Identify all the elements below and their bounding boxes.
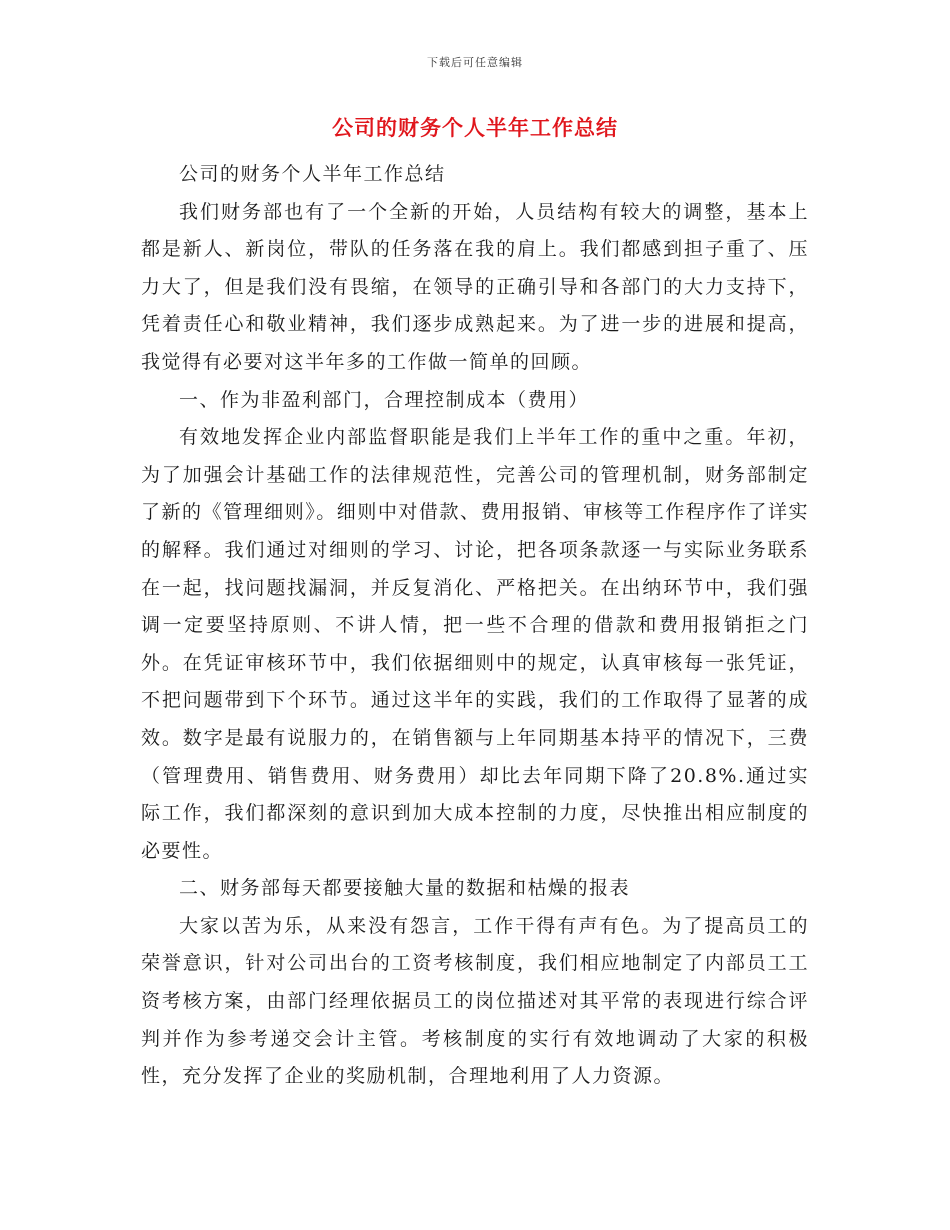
page-header-note: 下载后可任意编辑 bbox=[427, 56, 523, 69]
document-title: 公司的财务个人半年工作总结 bbox=[332, 115, 618, 140]
section-2-paragraph: 大家以苦为乐，从来没有怨言，工作干得有声有色。为了提高员工的荣誉意识，针对公司出台的工资考核制度，我们相应地制定了内部员工工资考核方案，由部门经理依据员工的岗位描述对其平常的表现进行综合评判并作为参考递交会计主管。考核制度的实行有效地调动了大家的积极性，充分发挥了企业的奖励机制，合理地利用了人力资源。 bbox=[141, 914, 809, 1088]
section-1-paragraph: 有效地发挥企业内部监督职能是我们上半年工作的重中之重。年初，为了加强会计基础工作的法律规范性，完善公司的管理机制，财务部制定了新的《管理细则》。细则中对借款、费用报销、审核等工作程序作了详实的解释。我们通过对细则的学习、讨论，把各项条款逐一与实际业务联系在一起，找问题找漏洞，并反复消化、严格把关。在出纳环节中，我们强调一定要坚持原则、不讲人情，把一些不合理的借款和费用报销拒之门外。在凭证审核环节中，我们依据细则中的规定，认真审核每一张凭证，不把问题带到下个环节。通过这半年的实践，我们的工作取得了显著的成效。数字是最有说服力的，在销售额与上年同期基本持平的情况下，三费（管理费用、销售费用、财务费用）却比去年同期下降了20.8%.通过实际工作，我们都深刻的意识到加大成本控制的力度，尽快推出相应制度的必要性。 bbox=[141, 426, 809, 862]
subtitle-paragraph: 公司的财务个人半年工作总结 bbox=[179, 163, 446, 185]
document-body bbox=[141, 156, 809, 1096]
section-heading-2: 二、财务部每天都要接触大量的数据和枯燥的报表 bbox=[179, 877, 631, 900]
intro-paragraph: 我们财务部也有了一个全新的开始，人员结构有较大的调整，基本上都是新人、新岗位，带队的任务落在我的肩上。我们都感到担子重了、压力大了，但是我们没有畏缩，在领导的正确引导和各部门的大力支持下，凭着责任心和敬业精神，我们逐步成熟起来。为了进一步的进展和提高，我觉得有必要对这半年多的工作做一简单的回顾。 bbox=[141, 200, 809, 373]
section-heading-1: 一、作为非盈利部门，合理控制成本（费用） bbox=[179, 388, 590, 411]
